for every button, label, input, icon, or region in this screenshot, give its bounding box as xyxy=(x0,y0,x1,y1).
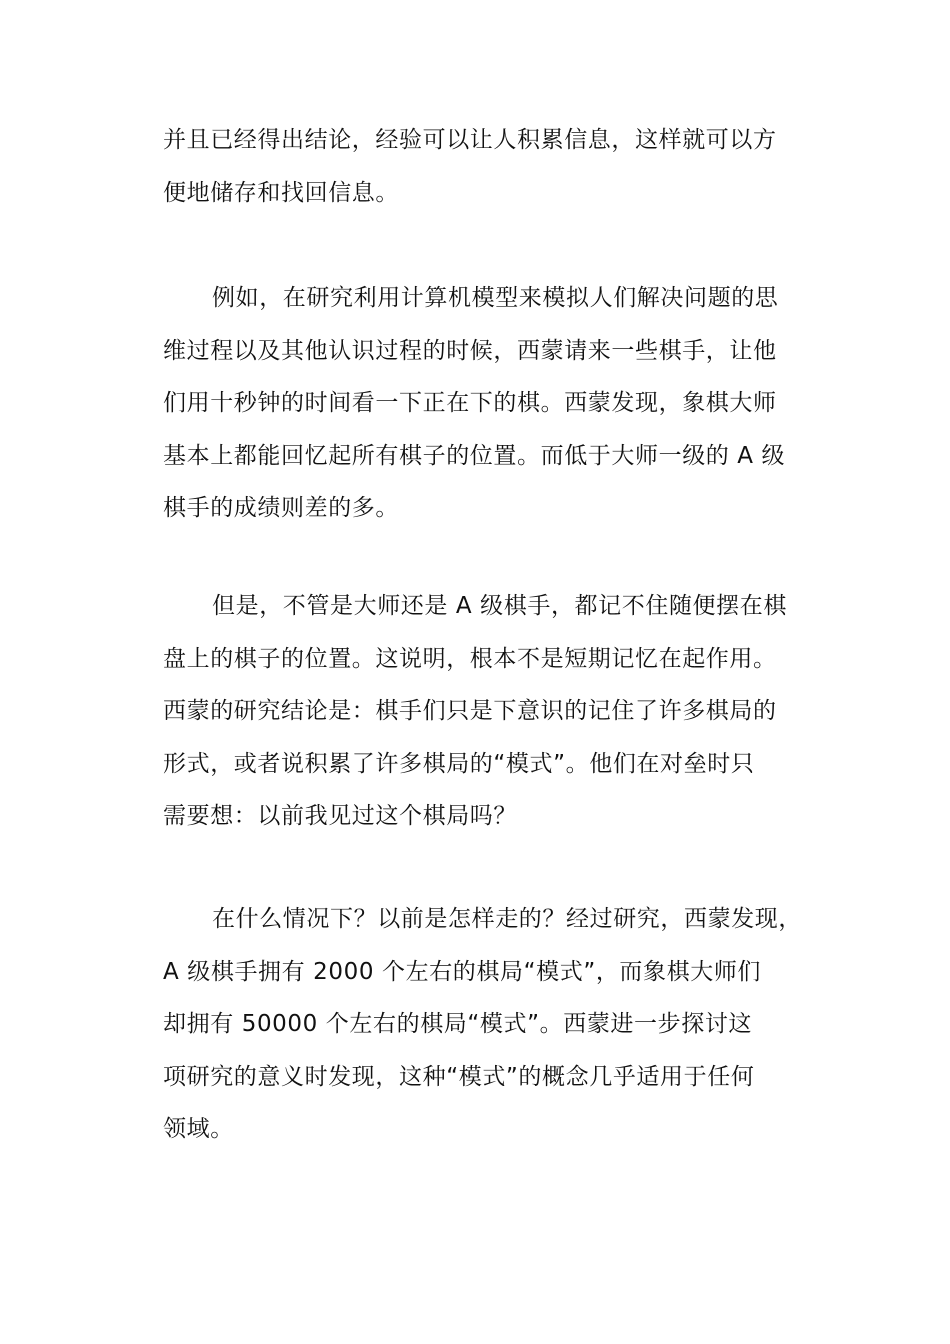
paragraph-3 xyxy=(163,580,803,843)
paragraph-4-line-1: 在什么情况下？以前是怎样走的？经过研究，西蒙发现， xyxy=(212,906,802,932)
paragraph-3-line-3: 西蒙的研究结论是：棋手们只是下意识的记住了许多棋局的 xyxy=(163,698,777,724)
paragraph-3-line-4: 形式，或者说积累了许多棋局的“模式”。他们在对垒时只 xyxy=(163,750,755,777)
paragraph-4 xyxy=(163,893,803,1156)
paragraph-3-line-2: 盘上的棋子的位置。这说明，根本不是短期记忆在起作用。 xyxy=(163,645,777,672)
paragraph-3-line-5: 需要想：以前我见过这个棋局吗？ xyxy=(163,803,517,829)
paragraph-2-line-2: 维过程以及其他认识过程的时候，西蒙请来一些棋手，让他 xyxy=(163,337,777,364)
paragraph-2-line-4: 基本上都能回忆起所有棋子的位置。而低于大师一级的 A 级 xyxy=(163,442,786,469)
paragraph-4-line-3: 却拥有 50000 个左右的棋局“模式”。西蒙进一步探讨这 xyxy=(163,1011,753,1037)
paragraph-2-line-1: 例如，在研究利用计算机模型来模拟人们解决问题的思 xyxy=(212,285,779,311)
paragraph-3-line-1: 但是，不管是大师还是 A 级棋手，都记不住随便摆在棋 xyxy=(212,593,787,619)
paragraph-4-line-4: 项研究的意义时发现，这种“模式”的概念几乎适用于任何 xyxy=(163,1063,755,1090)
paragraph-4-line-5: 领域。 xyxy=(163,1116,234,1142)
paragraph-2-line-5: 棋手的成绩则差的多。 xyxy=(163,495,399,521)
paragraph-1-line-2: 便地储存和找回信息。 xyxy=(163,179,399,206)
paragraph-2-line-3: 们用十秒钟的时间看一下正在下的棋。西蒙发现，象棋大师 xyxy=(163,390,777,416)
paragraph-1 xyxy=(163,114,803,219)
paragraph-2 xyxy=(163,272,803,535)
paragraph-4-line-2: A 级棋手拥有 2000 个左右的棋局“模式”，而象棋大师们 xyxy=(163,958,762,985)
paragraph-1-line-1: 并且已经得出结论，经验可以让人积累信息，这样就可以方 xyxy=(163,127,777,153)
